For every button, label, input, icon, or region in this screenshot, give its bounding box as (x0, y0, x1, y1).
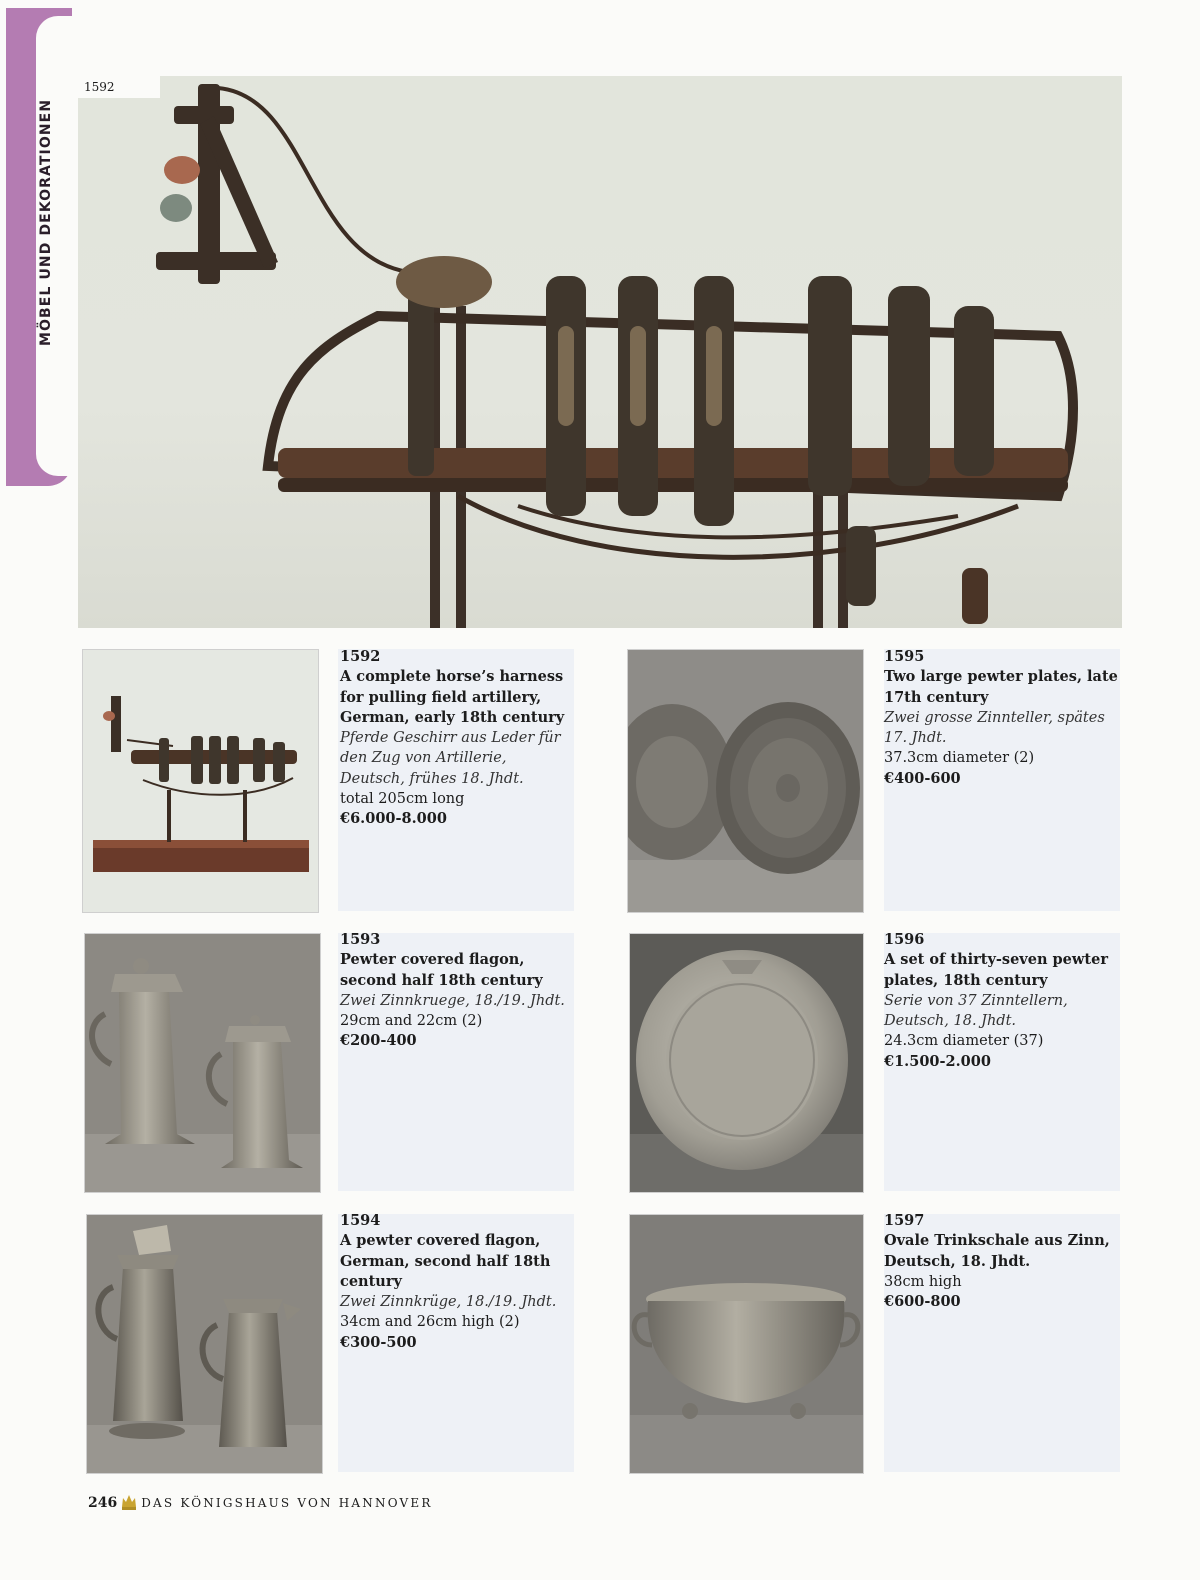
two-pewter-flagons-photo (85, 934, 320, 1192)
lot-estimate: €400-600 (884, 769, 961, 787)
lot-measurement: 38cm high (884, 1273, 962, 1290)
lot-estimate: €600-800 (884, 1293, 961, 1311)
hero-photo (78, 76, 1122, 628)
pewter-plate-photo (630, 934, 863, 1192)
horse-harness-photo (78, 76, 1122, 628)
lot-estimate: €6.000-8.000 (340, 810, 447, 828)
lot-estimate: €200-400 (340, 1032, 417, 1050)
lot-number: 1594 (340, 1212, 381, 1229)
two-pewter-plates-photo (628, 650, 863, 912)
lot-subtitle: Zwei Zinnkruege, 18./19. Jhdt. (340, 992, 565, 1009)
page-number: 246 (88, 1495, 118, 1511)
lot-image (629, 1214, 864, 1474)
harness-on-stand-photo (83, 650, 318, 912)
lot-entry (340, 930, 580, 1052)
lot-subtitle: Zwei Zinnkrüge, 18./19. Jhdt. (340, 1294, 557, 1311)
section-tab-label: MÖBEL UND DEKORATIONEN (38, 98, 54, 346)
lot-image (82, 649, 319, 913)
crown-icon (121, 1493, 137, 1517)
lot-title: Ovale Trinkschale aus Zinn, Deutsch, 18. Jhdt. (884, 1232, 1110, 1270)
two-covered-flagons-photo (87, 1215, 322, 1473)
oval-pewter-bowl-photo (630, 1215, 863, 1473)
publication-title: DAS KÖNIGSHAUS VON HANNOVER (141, 1496, 433, 1510)
lot-number: 1592 (340, 648, 381, 665)
lot-subtitle: Zwei grosse Zinnteller, spätes 17. Jhdt. (884, 709, 1105, 747)
lot-title: Pewter covered flagon, second half 18th century (340, 951, 543, 989)
lot-image (627, 649, 864, 913)
lot-number: 1595 (884, 648, 925, 665)
hero-lot-label: 1592 (78, 76, 160, 98)
lot-entry (884, 647, 1120, 789)
lot-number: 1596 (884, 931, 925, 948)
section-tab (6, 8, 72, 486)
lot-entry (884, 1211, 1120, 1312)
lot-measurement: 24.3cm diameter (37) (884, 1033, 1044, 1050)
lot-subtitle: Pferde Geschirr aus Leder für den Zug von Artillerie, Deutsch, frühes 18. Jhdt. (340, 730, 561, 787)
lot-image (629, 933, 864, 1193)
lot-image (86, 1214, 323, 1474)
lot-entry (340, 1211, 580, 1353)
lot-number: 1593 (340, 931, 381, 948)
lot-estimate: €1.500-2.000 (884, 1052, 991, 1070)
lot-measurement: 37.3cm diameter (2) (884, 750, 1035, 767)
lot-measurement: 29cm and 22cm (2) (340, 1013, 483, 1030)
lot-title: Two large pewter plates, late 17th century (884, 668, 1118, 706)
lot-title: A pewter covered flagon, German, second half 18th century (340, 1232, 551, 1290)
lot-image (84, 933, 321, 1193)
lot-subtitle: Serie von 37 Zinntellern, Deutsch, 18. Jhdt. (884, 992, 1068, 1030)
lot-entry (340, 647, 572, 830)
lot-title: A complete horse’s harness for pulling field artillery, German, early 18th century (340, 668, 565, 726)
lot-measurement: 34cm and 26cm high (2) (340, 1314, 520, 1331)
lot-number: 1597 (884, 1212, 925, 1229)
lot-entry (884, 930, 1120, 1072)
lot-title: A set of thirty-seven pewter plates, 18th century (884, 951, 1108, 989)
page-footer (88, 1493, 433, 1513)
lot-estimate: €300-500 (340, 1333, 417, 1351)
lot-measurement: total 205cm long (340, 791, 465, 808)
